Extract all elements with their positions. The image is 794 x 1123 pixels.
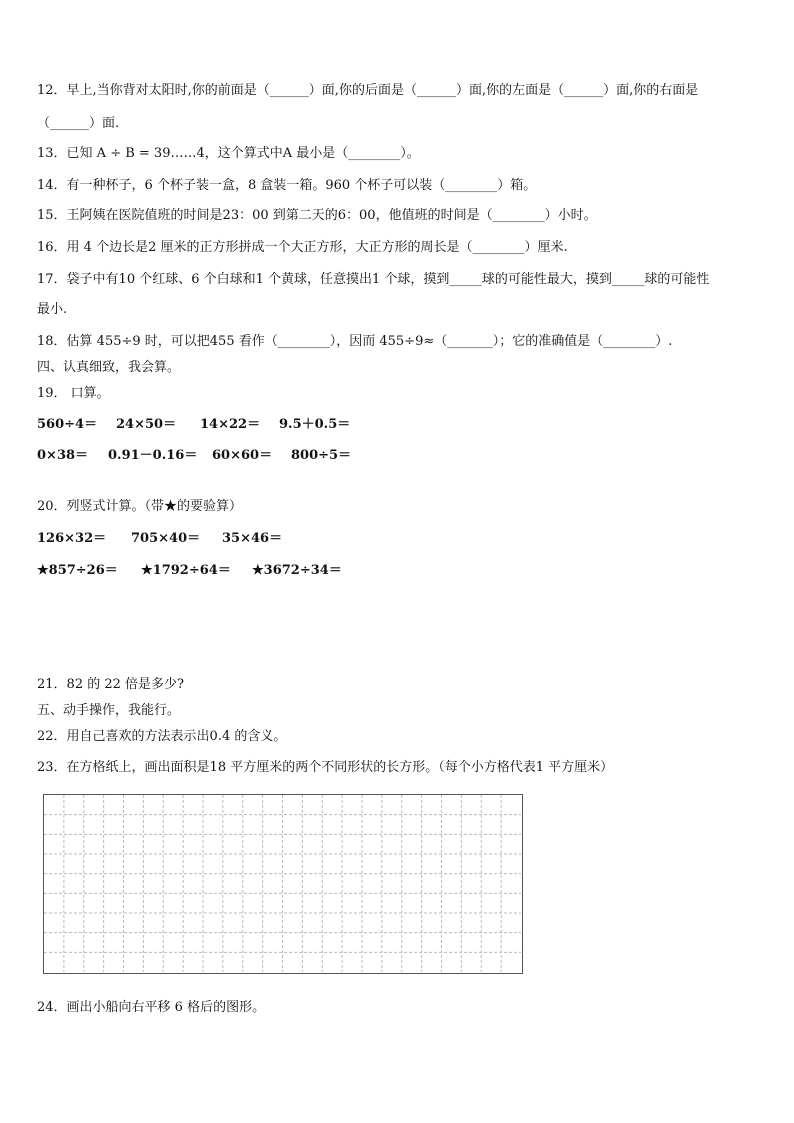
calc-item: ★3672÷34＝ [252, 563, 342, 578]
question-21: 21．82 的 22 倍是多少? [37, 677, 184, 692]
question-17-line-1: 17．袋子中有10 个红球、6 个白球和1 个黄球，任意摸出1 个球，摸到_____球的可能性最大，摸到_____球的可能性 [37, 272, 710, 287]
calc-item: 800÷5＝ [291, 448, 352, 463]
calc-item: 9.5＋0.5＝ [279, 417, 351, 432]
calc-item: 35×46＝ [222, 531, 283, 546]
question-20: 20．列竖式计算。（带★的要验算） [37, 499, 243, 514]
section-heading-4: 四、认真细致，我会算。 [37, 360, 181, 375]
calc-item: 705×40＝ [131, 531, 201, 546]
question-16: 16．用 4 个边长是2 厘米的正方形拼成一个大正方形，大正方形的周长是（________）厘米. [37, 240, 568, 255]
question-18: 18．估算 455÷9 时，可以把455 看作（________），因而 455÷9≈（_______）；它的准确值是（________）. [37, 334, 673, 349]
question-22: 22．用自己喜欢的方法表示出0.4 的含义。 [37, 729, 287, 744]
question-13: 13．已知 A ÷ B = 39……4，这个算式中A 最小是（________）。 [37, 146, 420, 161]
question-12-line-1: 12．早上,当你背对太阳时,你的前面是（______）面,你的后面是（______）面,你的左面是（______）面,你的右面是 [37, 83, 699, 98]
calc-item: 0×38＝ [37, 448, 89, 463]
calc-item: 14×22＝ [200, 417, 261, 432]
calc-item: 126×32＝ [37, 531, 107, 546]
calc-item: ★1792÷64＝ [141, 563, 231, 578]
calc-item: ★857÷26＝ [37, 563, 118, 578]
question-14: 14．有一种杯子，6 个杯子装一盒，8 盒装一箱。960 个杯子可以装（________）箱。 [37, 178, 537, 193]
question-12-line-2: （______）面. [37, 116, 120, 131]
question-24: 24．画出小船向右平移 6 格后的图形。 [37, 1000, 266, 1015]
vertical-calc-row-1 [37, 531, 282, 547]
mental-calc-row-1 [37, 417, 350, 433]
square-grid-paper [43, 794, 523, 974]
question-23: 23．在方格纸上，画出面积是18 平方厘米的两个不同形状的长方形。（每个小方格代表1 平方厘米） [37, 760, 614, 775]
calc-item: 24×50＝ [116, 417, 177, 432]
calc-item: 0.91－0.16＝ [108, 448, 198, 463]
section-heading-5: 五、动手操作，我能行。 [37, 703, 181, 718]
calc-item: 560÷4＝ [37, 417, 98, 432]
question-17-line-2: 最小. [37, 302, 68, 317]
vertical-calc-row-2 [37, 563, 342, 579]
calc-item: 60×60＝ [212, 448, 273, 463]
mental-calc-row-2 [37, 448, 351, 464]
question-19: 19． 口算。 [37, 386, 110, 401]
grid-lines [44, 795, 521, 972]
question-15: 15．王阿姨在医院值班的时间是23：00 到第二天的6：00，他值班的时间是（________）小时。 [37, 208, 597, 223]
